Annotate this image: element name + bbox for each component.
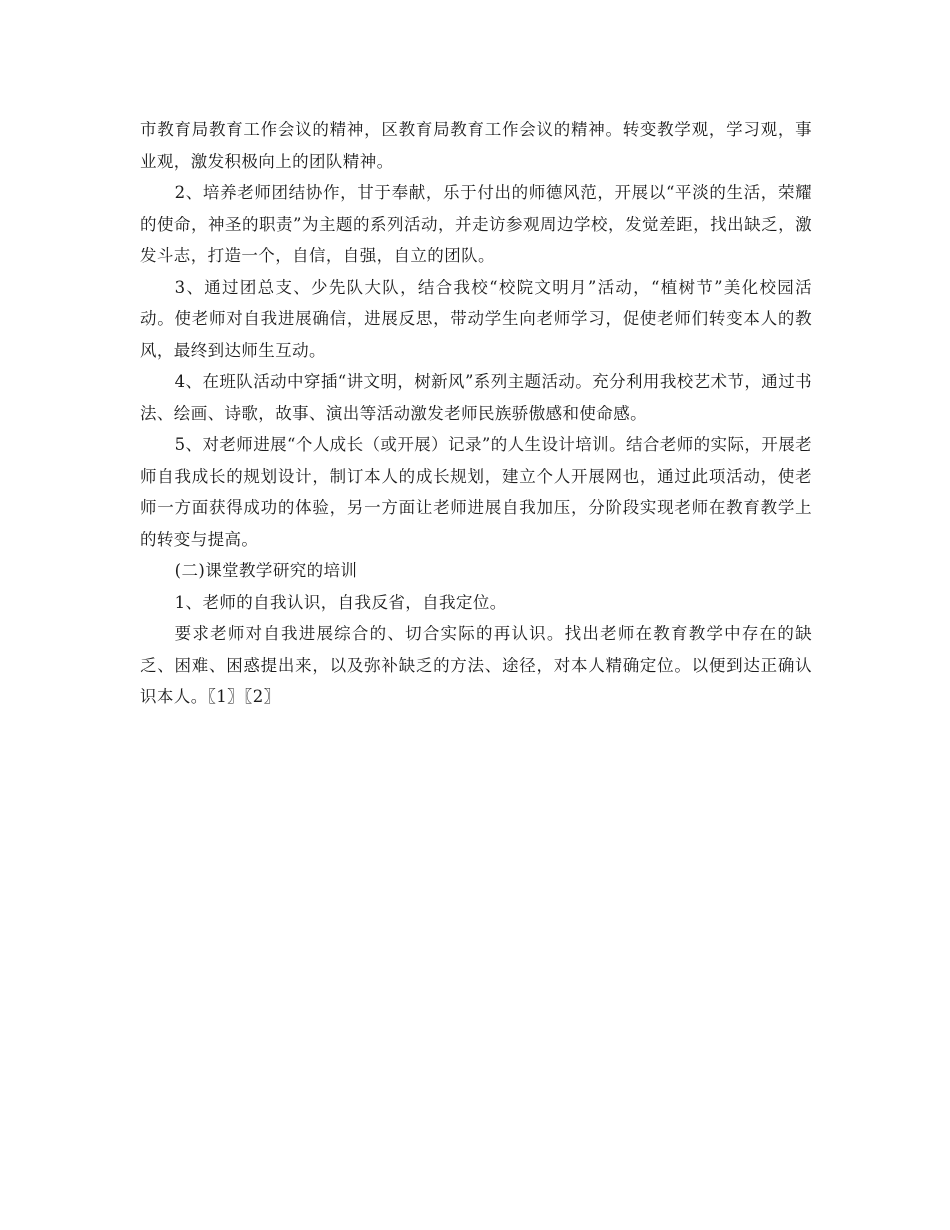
paragraph-item-2: 2、培养老师团结协作，甘于奉献，乐于付出的师德风范，开展以“平淡的生活，荣耀的使命，神圣的职责”为主题的系列活动，并走访参观周边学校，发觉差距，找出缺乏，激发斗志，打造一个，自信，自强，自立的团队。 — [140, 183, 812, 265]
paragraph-continuation: 市教育局教育工作会议的精神，区教育局教育工作会议的精神。转变教学观，学习观，事业观，激发积极向上的团队精神。 — [140, 120, 812, 171]
paragraph-requirement: 要求老师对自我进展综合的、切合实际的再认识。找出老师在教育教学中存在的缺乏、困难、困惑提出来，以及弥补缺乏的方法、途径，对本人精确定位。以便到达正确认识本人。〖1〗〖2〗 — [140, 624, 812, 706]
subsection-heading: 1、老师的自我认识，自我反省，自我定位。 — [174, 592, 507, 612]
paragraph-item-5: 5、对老师进展“个人成长（或开展）记录”的人生设计培训。结合老师的实际，开展老师自我成长的规划设计，制订本人的成长规划，建立个人开展网也，通过此项活动，使老师一方面获得成功的体验，另一方面让老师进展自我加压，分阶段实现老师在教育教学上的转变与提高。 — [140, 435, 812, 549]
paragraph-item-3: 3、通过团总支、少先队大队，结合我校“校院文明月”活动，“植树节”美化校园活动。使老师对自我进展确信，进展反思，带动学生向老师学习，促使老师们转变本人的教风，最终到达师生互动。 — [140, 277, 812, 360]
document-body — [140, 114, 812, 713]
paragraph-item-4: 4、在班队活动中穿插“讲文明，树新风”系列主题活动。充分利用我校艺术节，通过书法、绘画、诗歌，故事、演出等活动激发老师民族骄傲感和使命感。 — [140, 372, 812, 423]
section-heading: (二)课堂教学研究的培训 — [174, 561, 358, 580]
